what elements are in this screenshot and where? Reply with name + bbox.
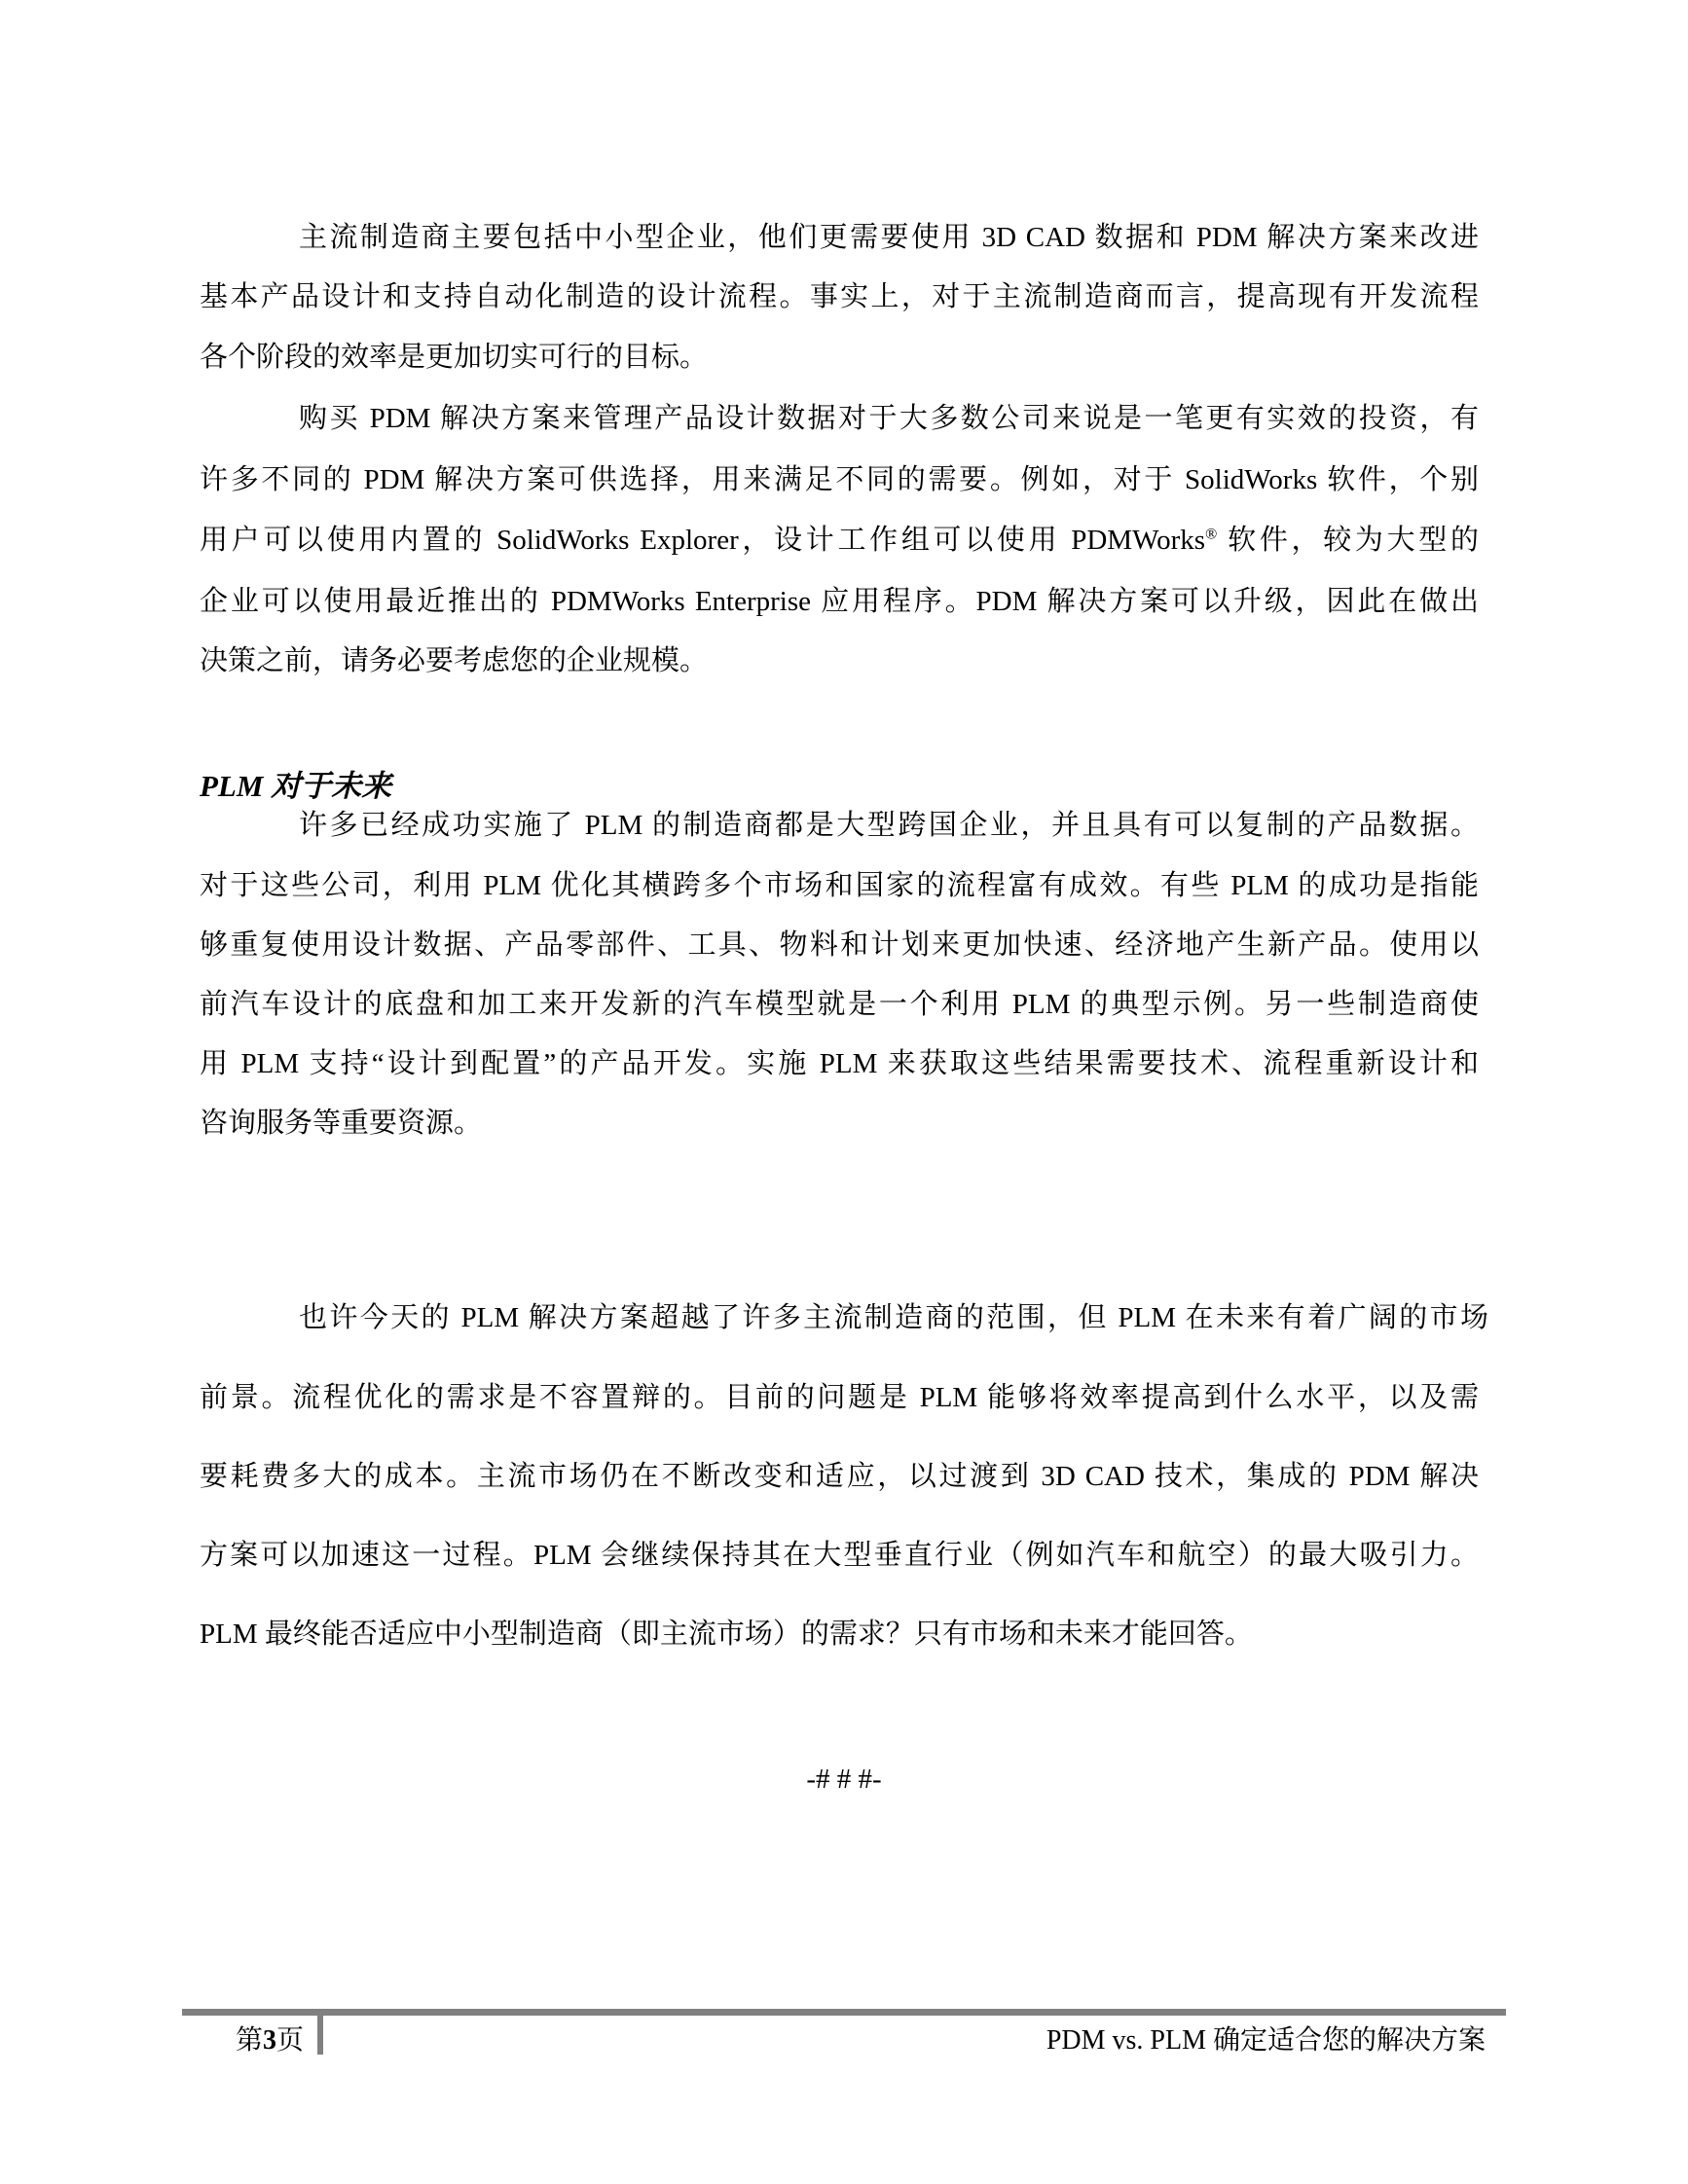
text-line: 前景。流程优化的需求是不容置辩的。目前的问题是 PLM 能够将效率提高到什么水平，以及需 bbox=[200, 1382, 1479, 1413]
text-span: 用户可以使用内置的 SolidWorks Explorer，设计工作组可以使用 PDMWorks bbox=[200, 525, 1206, 556]
text-line: 许多已经成功实施了 PLM 的制造商都是大型跨国企业，并且具有可以复制的产品数据。 bbox=[299, 810, 1479, 841]
end-mark: -# # #- bbox=[806, 1764, 882, 1795]
text-line: 方案可以加速这一过程。PLM 会继续保持其在大型垂直行业（例如汽车和航空）的最大吸引力。 bbox=[200, 1540, 1479, 1571]
text-line: PLM 最终能否适应中小型制造商（即主流市场）的需求？只有市场和未来才能回答。 bbox=[200, 1619, 1253, 1650]
text-line: 也许今天的 PLM 解决方案超越了许多主流制造商的范围，但 PLM 在未来有着广阔的市场 bbox=[299, 1302, 1488, 1333]
text-line: 对于这些公司，利用 PLM 优化其横跨多个市场和国家的流程富有成效。有些 PLM 的成功是指能 bbox=[200, 870, 1479, 901]
text-line: 咨询服务等重要资源。 bbox=[200, 1108, 483, 1139]
text-span: 软件，较为大型的 bbox=[1217, 525, 1479, 556]
text-line: 企业可以使用最近推出的 PDMWorks Enterprise 应用程序。PDM 解决方案可以升级，因此在做出 bbox=[200, 586, 1479, 617]
text-line: 各个阶段的效率是更加切实可行的目标。 bbox=[200, 342, 709, 373]
footer-rule bbox=[182, 2009, 1506, 2016]
text-line bbox=[200, 521, 1479, 560]
section-heading: PLM 对于未来 bbox=[200, 769, 392, 803]
page-prefix: 第 bbox=[236, 2025, 264, 2056]
text-line: 用 PLM 支持“设计到配置”的产品开发。实施 PLM 来获取这些结果需要技术、流程重新设计和 bbox=[200, 1048, 1479, 1079]
page-suffix: 页 bbox=[276, 2025, 305, 2056]
page-number-value: 3 bbox=[263, 2025, 277, 2056]
text-line: 购买 PDM 解决方案来管理产品设计数据对于大多数公司来说是一笔更有实效的投资，有 bbox=[299, 403, 1479, 434]
text-line: 前汽车设计的底盘和加工来开发新的汽车模型就是一个利用 PLM 的典型示例。另一些制造商使 bbox=[200, 989, 1479, 1020]
text-line: 主流制造商主要包括中小型企业，他们更需要使用 3D CAD 数据和 PDM 解决方案来改进 bbox=[299, 222, 1479, 253]
text-line: 许多不同的 PDM 解决方案可供选择，用来满足不同的需要。例如，对于 SolidWorks 软件，个别 bbox=[200, 464, 1479, 495]
footer-divider bbox=[317, 2016, 323, 2055]
page-number bbox=[236, 2019, 304, 2057]
footer-title: PDM vs. PLM 确定适合您的解决方案 bbox=[1046, 2025, 1486, 2056]
text-line: 够重复使用设计数据、产品零部件、工具、物料和计划来更加快速、经济地产生新产品。使用以 bbox=[200, 929, 1479, 961]
text-line: 决策之前，请务必要考虑您的企业规模。 bbox=[200, 645, 709, 676]
registered-mark: ® bbox=[1205, 526, 1218, 543]
text-line: 基本产品设计和支持自动化制造的设计流程。事实上，对于主流制造商而言，提高现有开发流程 bbox=[200, 281, 1479, 312]
text-line: 要耗费多大的成本。主流市场仍在不断改变和适应，以过渡到 3D CAD 技术，集成的 PDM 解决 bbox=[200, 1461, 1479, 1492]
